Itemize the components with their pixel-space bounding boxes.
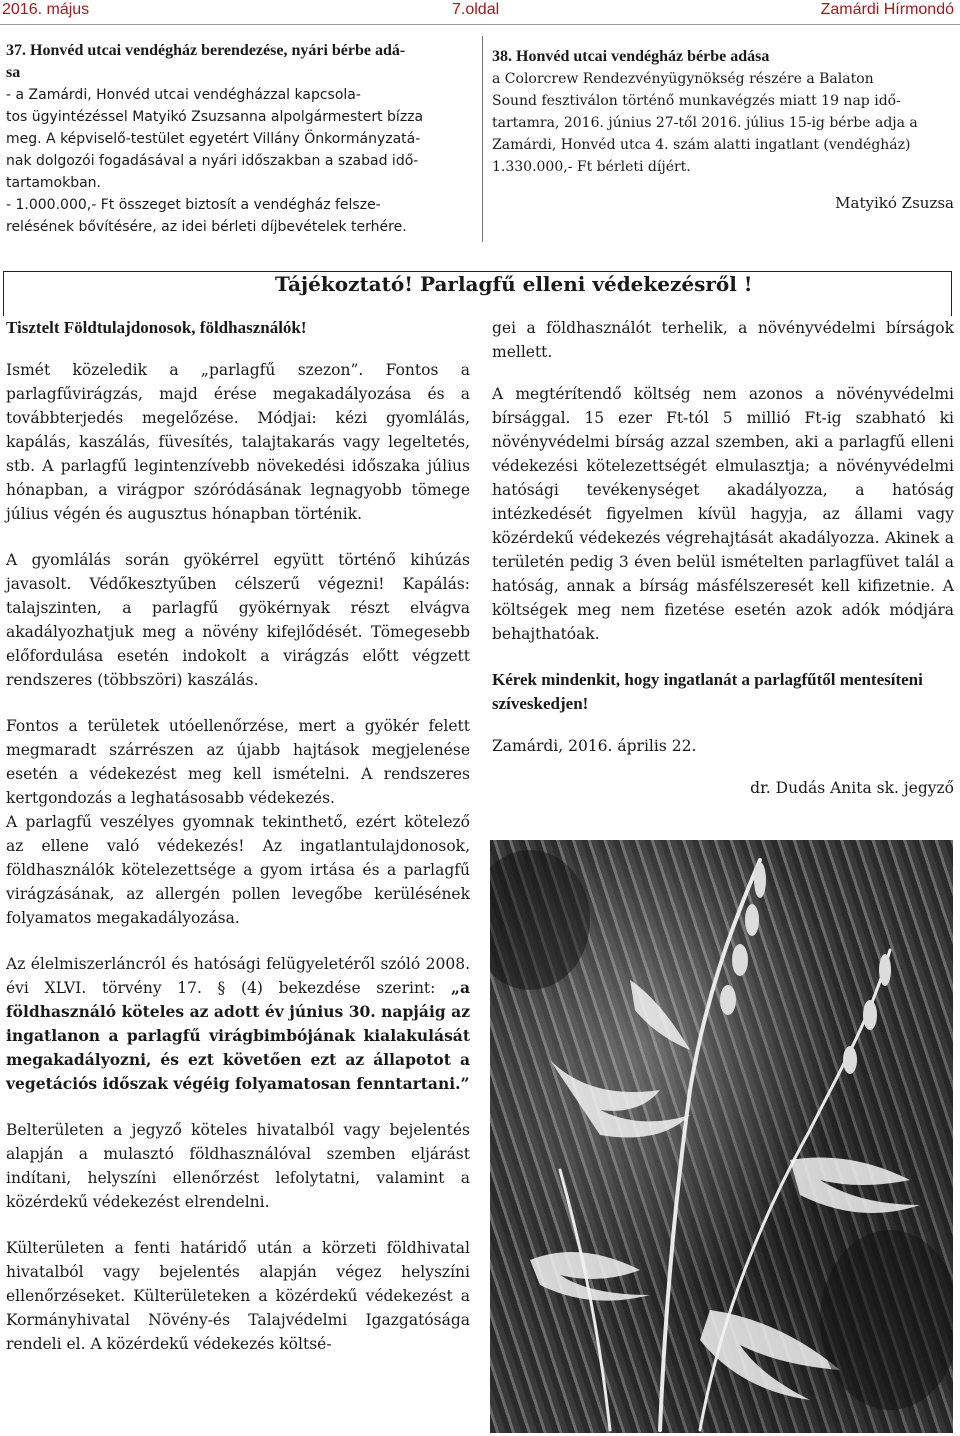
notice-paragraph: Ismét közeledik a „parlagfű szezon”. Fontos a parlagfűvirágzás, majd érése megakadályozása és a továbbterjedés megelőzése. Módjai: kézi gyomlálás, kapálás, kaszálás, füvesítés, talajtakarás vagy legeltetés, stb. A parlagfű legintenzívebb növekedési időszaka július hónapban, a virágpor szóródásának legnagyobb tömege július végén és augusztus hónapban történik.: [6, 361, 470, 523]
notice-paragraph: gei a földhasználót terhelik, a növényvédelmi bírságok mellett.: [492, 319, 954, 361]
resolution-38-line: 1.330.000,- Ft bérleti díjért.: [492, 159, 691, 175]
ragweed-photo: [490, 840, 953, 1433]
resolution-37: [6, 40, 468, 238]
resolution-38-line: Sound fesztiválon történő munkavégzés miatt 19 nap idő-: [492, 93, 901, 109]
resolution-37-line: relésének bővítésére, az idei bérleti díjbevételek terhére.: [6, 219, 407, 235]
place-date: Zamárdi, 2016. április 22.: [492, 737, 697, 755]
law-bold: „a földhasználó köteles az adott év június 30. napjáig az ingatlanon a parlagfű virágbimbójának kialakulását megakadályozni, és ezt követően ezt az állapotot a vegetációs időszak végéig folyamatosan fenntartani.”: [6, 978, 470, 1093]
resolution-37-line: meg. A képviselő-testület egyetért Villány Önkormányzatá-: [6, 131, 421, 147]
resolution-37-line: - a Zamárdi, Honvéd utcai vendégházzal kapcsola-: [6, 87, 361, 103]
greeting: Tisztelt Földtulajdonosok, földhasználók!: [6, 318, 307, 337]
resolution-38-signature: Matyikó Zsuzsa: [835, 194, 954, 212]
resolution-38-line: a Colorcrew Rendezvényügynökség részére a Balaton: [492, 71, 874, 87]
resolution-38-title: 38. Honvéd utcai vendégház bérbe adása: [492, 48, 770, 65]
resolution-38-line: tartamra, 2016. június 27-től 2016. július 15-ig bérbe adja a: [492, 115, 918, 131]
resolution-37-line: tos ügyintézéssel Matyikó Zsuzsanna alpolgármestert bízza: [6, 109, 424, 125]
inner-area-paragraph: Belterületen a jegyző köteles hivatalból vagy bejelentés alapján a mulasztó földhasználóval szemben eljárást indítani, helyszíni ellenőrzést lefolytatni, valamint a közérdekű védekezést elrendelni.: [6, 1121, 470, 1211]
ragweed-plant-icon: [490, 840, 953, 1433]
resolution-38: [492, 46, 954, 214]
page-number: 7.oldal: [452, 1, 500, 18]
notary-signature: dr. Dudás Anita sk. jegyző: [750, 779, 954, 797]
resolution-37-line: - 1.000.000,- Ft összeget biztosít a vendégház felsze-: [6, 197, 381, 213]
law-intro: Az élelmiszerláncról és hatósági felügyeletéről szóló 2008. évi XLVI. törvény 17. § (4) bekezdése szerint:: [6, 955, 470, 997]
appeal: Kérek mindenkit, hogy ingatlanát a parlagfűtől mentesíteni szíveskedjen!: [492, 670, 923, 713]
resolution-37-line: tartamokban.: [6, 175, 101, 191]
column-divider: [482, 36, 483, 242]
outer-area-paragraph: Külterületen a fenti határidő után a körzeti földhivatal hivatalból vagy bejelentés alapján végez helyszíni ellenőrzéseket. Külterületeken a közérdekű védekezést a Kormányhivatal Növény-és Talajvédelmi Igazgatósága rendeli el. A közérdekű védekezés költsé-: [6, 1239, 470, 1353]
page-header: [0, 0, 960, 25]
resolution-37-line: nak dolgozói fogadásával a nyári időszakban a szabad idő-: [6, 153, 419, 169]
notice-title: Tájékoztató! Parlagfű elleni védekezésről !: [275, 272, 753, 296]
notice-paragraph: A parlagfű veszélyes gyomnak tekinthető, ezért kötelező az ellene való védekezés! Az ingatlantulajdonosok, földhasználók kötelezettsége a gyom irtása és a parlagfű virágzásának, az allergén pollen levegőbe kerülésének folyamatos megakadályozása.: [6, 813, 470, 927]
notice-paragraph: Fontos a területek utóellenőrzése, mert a gyökér felett megmaradt szárrészen az újabb hajtások megjelenése esetén a védekezést meg kell ismételni. A rendszeres kertgondozás a leghatásosabb védekezés.: [6, 717, 470, 807]
notice-right-column: [492, 316, 954, 800]
law-quote: [6, 952, 470, 1096]
publication-name: Zamárdi Hírmondó: [820, 1, 954, 18]
notice-left-column: [6, 316, 470, 1356]
resolution-37-title: 37. Honvéd utcai vendégház berendezése, nyári bérbe adá- sa: [6, 42, 406, 81]
notice-paragraph: A megtérítendő költség nem azonos a növényvédelmi bírsággal. 15 ezer Ft-tól 5 millió Ft-ig szabható ki növényvédelmi bírság azzal szemben, aki a parlagfű elleni védekezési kötelezettségét elmulasztja; a növényvédelmi hatósági tevékenységet akadályozza, a hatóság intézkedését figyelmen kívül hagyja, az állami vagy közérdekű védekezés végrehajtását akadályozza. Akinek a területén pedig 3 éven belül ismételten parlagfüvet talál a hatóság, annak a bírság másfélszeresét kell kifizetnie. A költségek meg nem fizetése esetén azok adók módjára behajthatóak.: [492, 385, 954, 643]
issue-date: 2016. május: [2, 1, 90, 18]
notice-paragraph: A gyomlálás során gyökérrel együtt történő kihúzás javasolt. Védőkesztyűben célszerű végezni! Kapálás: talajszinten, a parlagfű gyökérnyak részt elvágva akadályozhatjuk meg a növény kifejlődését. Tömegesebb előfordulása esetén indokolt a virágzás előtt végzett rendszeres (többszöri) kaszálás.: [6, 551, 470, 689]
resolution-38-line: Zamárdi, Honvéd utca 4. szám alatti ingatlant (vendégház): [492, 137, 911, 153]
